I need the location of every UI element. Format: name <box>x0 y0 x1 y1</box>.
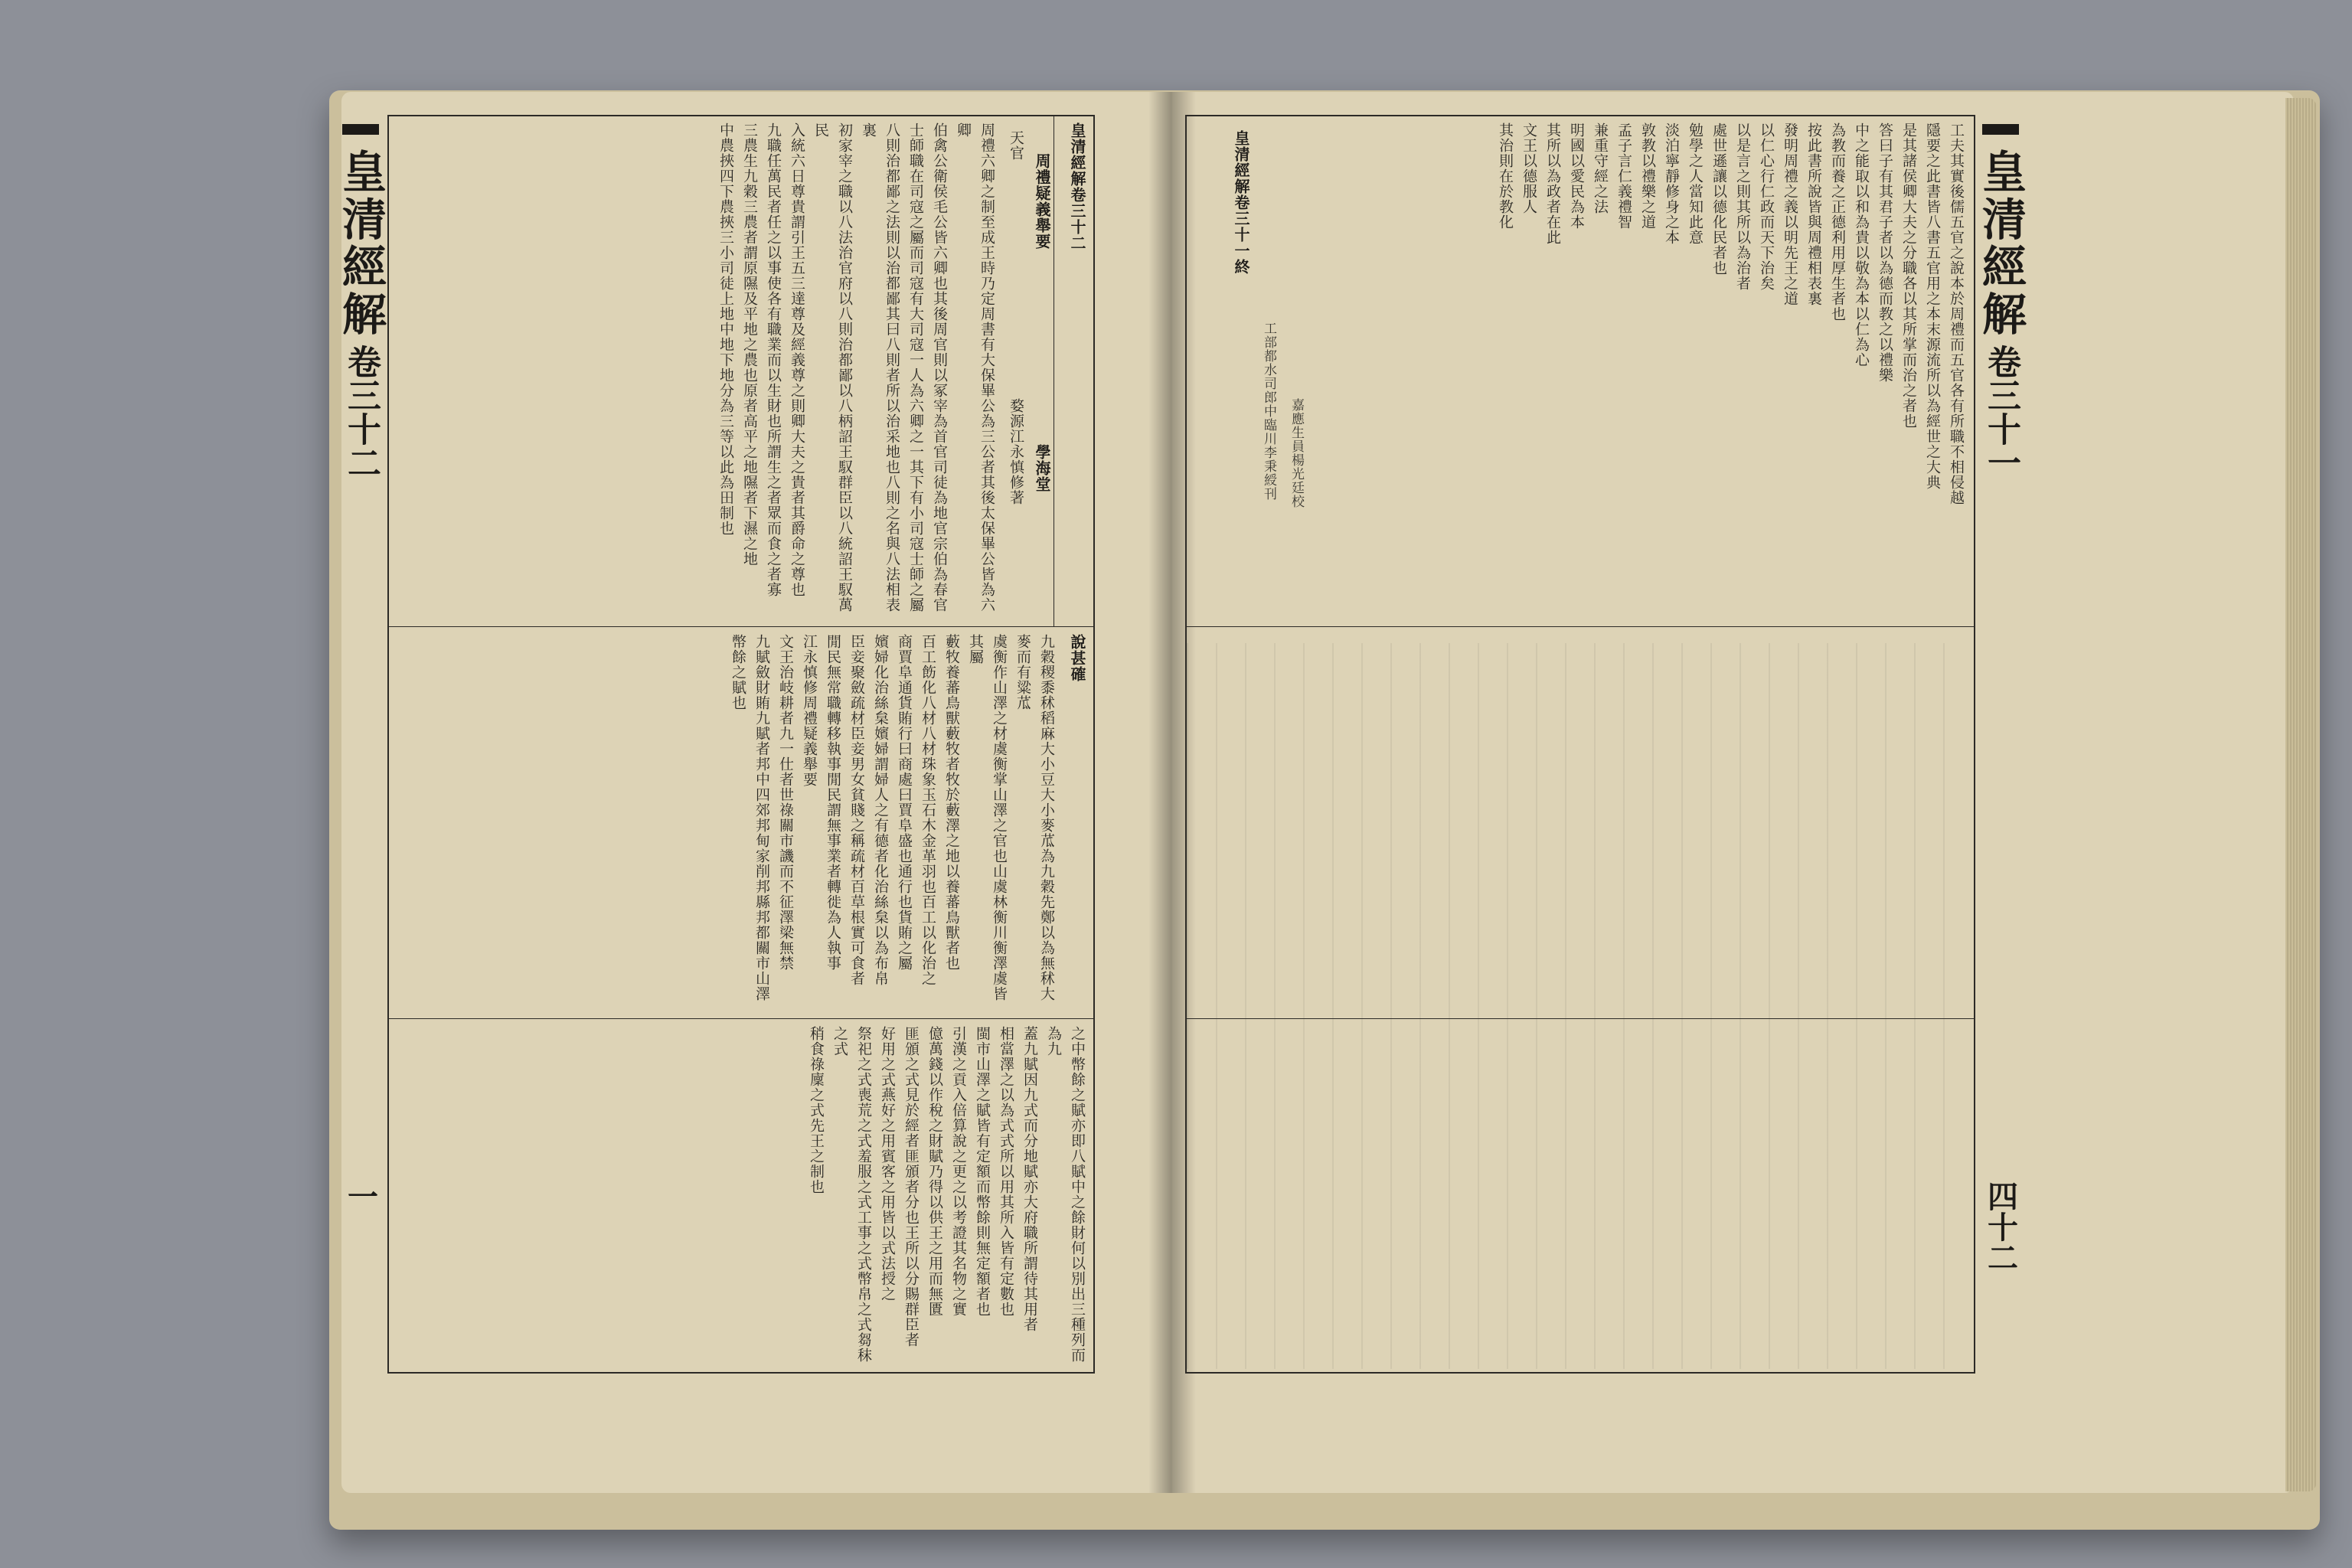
right-banner-title: 皇清經解 <box>1975 149 2027 338</box>
text-column: 發明周禮之義以明先王之道 <box>1782 122 1798 306</box>
text-column: 周禮六卿之制至成王時乃定周書有大保畢公為三公者其後太保畢公皆為六卿 <box>955 122 995 612</box>
text-column: 祭祀之式喪荒之式羞服之式工事之式幣帛之式芻秣之式 <box>831 1026 872 1363</box>
text-column: 中之能取以和為貴以敬為本以仁為心 <box>1853 122 1870 368</box>
text-column: 為教而養之正德利用厚生者也 <box>1829 122 1846 322</box>
text-column: 士師職在司寇之屬而司寇有大司寇一人為六卿之一其下有小司寇士師之屬 <box>907 122 924 612</box>
left-banner-volume: 卷三十二 <box>341 345 381 479</box>
text-column: 閩市山澤之賦皆有定額而幣餘則無定額者也 <box>974 1026 991 1317</box>
text-column: 明國以愛民為本 <box>1568 122 1585 230</box>
text-column: 三農生九穀三農者謂原隰及平地之農也原者高平之地隰者下濕之地 <box>741 122 758 567</box>
text-column: 商賈阜通貨賄行曰商處曰賈阜盛也通行也貨賄之屬 <box>896 634 913 971</box>
left-bottom-text <box>392 1026 1089 1363</box>
text-column: 八則治都鄙之法則以治都鄙其曰八則者所以治采地也八則之名與八法相表裏 <box>860 122 900 612</box>
right-banner-folio: 四十二 <box>1982 1181 2019 1272</box>
left-banner-title: 皇清經解 <box>335 149 387 338</box>
right-banner <box>1974 116 2027 1369</box>
text-column: 九穀稷黍秫稻麻大小豆大小麥苽為九穀先鄭以為無秫大麥而有粱苽 <box>1014 634 1055 1001</box>
right-banner-volume: 卷三十一 <box>1981 345 2020 479</box>
right-proofreader-line: 嘉應生員楊光廷校 <box>1289 398 1304 508</box>
fish-tail-mark <box>1982 124 2019 135</box>
text-column: 中農挾四下農挾三小司徒上地中地下地分為三等以此為田制也 <box>717 122 734 536</box>
left-banner-folio: 一 <box>342 1181 379 1211</box>
right-end-title: 皇清經解卷三十一終 <box>1232 130 1250 275</box>
text-column: 淡泊寧靜修身之本 <box>1663 122 1680 245</box>
text-column: 蓋九賦因九式而分地賦亦大府職所謂待其用者 <box>1021 1026 1038 1332</box>
left-subtitle-line: 周禮疑義舉要 <box>1033 153 1051 250</box>
left-title-line: 皇清經解卷三十二 <box>1068 122 1086 251</box>
text-column: 江永慎修周禮疑義舉要 <box>801 634 818 787</box>
text-column: 工夫其實後儒五官之說本於周禮而五官各有所職不相侵越 <box>1948 122 1965 505</box>
text-column: 之中幣餘之賦亦即八賦中之餘財何以別出三種列而為九 <box>1045 1026 1086 1363</box>
text-column: 孟子言仁義禮智 <box>1615 122 1632 230</box>
text-column: 其治則在於教化 <box>1497 122 1514 230</box>
left-middle-text <box>392 634 1058 1012</box>
text-column: 伯禽公衛侯毛公皆六卿也其後周官則以冢宰為首官司徒為地官宗伯為春官 <box>931 122 948 612</box>
text-column: 按此書所說皆與周禮相表裏 <box>1805 122 1822 306</box>
left-middle-heading: 說甚確 <box>1068 634 1086 682</box>
text-column: 臣妾聚斂疏材臣妾男女貧賤之稱疏材百草根實可食者 <box>848 634 865 986</box>
text-column: 隱要之此書皆八書五官用之本末源流所以為經世之大典 <box>1924 122 1941 490</box>
text-column: 答曰子有其君子者以為德而教之以禮樂 <box>1877 122 1893 383</box>
text-column: 九職任萬民者任之以事使各有職業而以生財也所謂生之者眾而食之者寡 <box>765 122 782 597</box>
fish-tail-mark <box>342 124 379 135</box>
right-blank-ruling <box>1187 643 1972 1369</box>
text-column: 處世遜讓以德化民者也 <box>1710 122 1727 276</box>
left-publisher-line: 學海堂 <box>1033 444 1051 492</box>
text-column: 匪頒之式見於經者匪頒者分也王所以分賜群臣者 <box>903 1026 920 1348</box>
left-divider-lower <box>387 1018 1093 1019</box>
right-divider-upper <box>1185 626 1974 627</box>
text-column: 九賦斂財賄九賦者邦中四郊邦甸家削邦縣邦都關市山澤幣餘之賦也 <box>730 634 770 1001</box>
text-column: 好用之式燕好之用賓客之用皆以式法授之 <box>879 1026 896 1302</box>
text-column: 以是言之則其所以為治者 <box>1734 122 1751 291</box>
text-column: 文王治岐耕者九一仕者世祿關市譏而不征澤梁無禁 <box>777 634 794 971</box>
text-column: 嬪婦化治絲枲嬪婦謂婦人之有德者化治絲枲以為布帛 <box>872 634 889 986</box>
text-column: 虞衡作山澤之材虞衡掌山澤之官也山虞林衡川衡澤虞皆其屬 <box>967 634 1008 1001</box>
text-column: 入統六日尊貴謂引王五三達尊及經義尊之則卿大夫之貴者其爵命之尊也 <box>789 122 805 597</box>
left-banner <box>334 116 387 1369</box>
text-column: 初家宰之職以八法治官府以八則治都鄙以八柄詔王馭群臣以八統詔王馭萬民 <box>812 122 853 612</box>
left-divider-upper <box>387 626 1093 627</box>
text-column: 百工飭化八材八材珠象玉石木金革羽也百工以化治之 <box>920 634 936 986</box>
left-section-line: 天官 <box>1008 130 1024 161</box>
page-fore-edge <box>2285 98 2316 1491</box>
text-column: 閒民無常職轉移執事閒民謂無事業者轉徙為人執事 <box>825 634 841 971</box>
text-column: 其所以為政者在此 <box>1544 122 1561 245</box>
left-author-line: 婺源江永慎修著 <box>1008 398 1024 505</box>
text-column: 敦教以禮樂之道 <box>1639 122 1656 230</box>
right-engraver-line: 工部都水司郎中臨川李秉綬刊 <box>1261 322 1276 501</box>
text-column: 文王以德服人 <box>1521 122 1537 214</box>
text-column: 藪牧養蕃鳥獸藪牧者牧於藪澤之地以養蕃鳥獸者也 <box>943 634 960 971</box>
text-column: 稍食祿廩之式先王之制也 <box>808 1026 825 1194</box>
text-column: 相當澤之以為式式所以用其所入皆有定數也 <box>998 1026 1014 1317</box>
right-top-text <box>1332 122 1968 620</box>
text-column: 億萬錢以作稅之財賦乃得以供王之用而無匱 <box>926 1026 943 1317</box>
text-column: 引漢之貢入倍算說之更之以考證其名物之實 <box>950 1026 967 1317</box>
left-top-text <box>392 122 998 620</box>
text-column: 勉學之人當知此意 <box>1687 122 1704 245</box>
text-column: 是其諸侯卿大夫之分職各以其所掌而治之者也 <box>1900 122 1917 429</box>
text-column: 兼重守經之法 <box>1592 122 1609 214</box>
text-column: 以仁心行仁政而天下治矣 <box>1758 122 1775 291</box>
